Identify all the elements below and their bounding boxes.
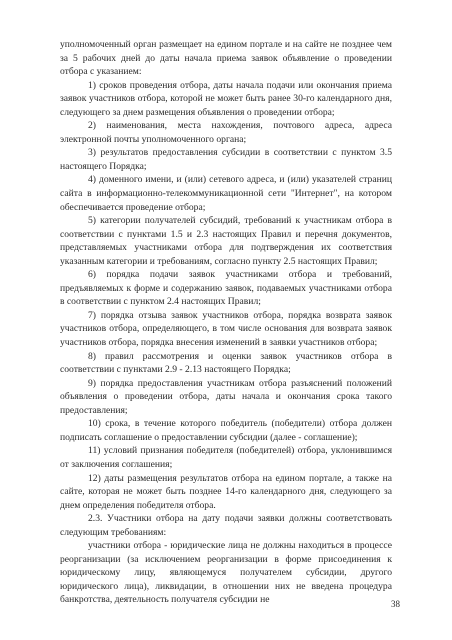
paragraph-item-2: 2) наименования, места нахождения, почтового адреса, адреса электронной почты уполномоченного органа;: [60, 120, 392, 145]
paragraph-item-12: 12) даты размещения результатов отбора на едином портале, а также на сайте, которая не может быть позднее 14-го календарного дня, следующего за днем определения победителя отбора.: [60, 472, 392, 511]
paragraph-item-4: 4) доменного имени, и (или) сетевого адреса, и (или) указателей страниц сайта в информационно-телекоммуникационной сети "Интернет", на котором обеспечивается проведение отбора;: [60, 174, 392, 213]
paragraph-continuation: уполномоченный орган размещает на едином портале и на сайте не позднее чем за 5 рабочих дней до даты начала приема заявок объявление о проведении отбора с указанием:: [60, 39, 392, 78]
paragraph-item-1: 1) сроков проведения отбора, даты начала подачи или окончания приема заявок участников отбора, которой не может быть ранее 30-го календарного дня, следующего за днем размещения объявления о проведении отбора;: [60, 79, 392, 118]
paragraph-item-9: 9) порядка предоставления участникам отбора разъяснений положений объявления о проведении отбора, даты начала и окончания срока такого предоставления;: [60, 377, 392, 416]
paragraph-item-7: 7) порядка отзыва заявок участников отбора, порядка возврата заявок участников отбора, определяющего, в том числе основания для возврата заявок участников отбора, порядка внесения изменений в заявки участников отбора;: [60, 309, 392, 349]
paragraph-item-6: 6) порядка подачи заявок участниками отбора и требований, предъявляемых к форме и содержанию заявок, подаваемых участниками отбора в соответствии с пунктом 2.4 настоящих Правил;: [60, 269, 392, 308]
paragraph-item-3: 3) результатов предоставления субсидии в соответствии с пунктом 3.5 настоящего Порядка;: [60, 147, 392, 172]
paragraph-section-2-3: 2.3. Участники отбора на дату подачи заявки должны соответствовать следующим требованиям:: [60, 513, 392, 538]
paragraph-item-11: 11) условий признания победителя (победителей) отбора, уклонившимся от заключения соглашения;: [60, 445, 392, 470]
paragraph-item-8: 8) правил рассмотрения и оценки заявок участников отбора в соответствии с пунктами 2.9 - 2.13 настоящего Порядка;: [60, 350, 392, 376]
page-number: 38: [391, 599, 400, 609]
paragraph-item-10: 10) срока, в течение которого победитель (победители) отбора должен подписать соглашение о предоставлении субсидии (далее - соглашение);: [60, 418, 392, 443]
paragraph-item-5: 5) категории получателей субсидий, требований к участникам отбора в соответствии с пунктами 1.5 и 2.3 настоящих Правил и перечня документов, представляемых участниками отбора для подтверждения их соответствия указанным категории и требованиям, согласно пункту 2.5 настоящих Правил;: [60, 215, 392, 267]
paragraph-requirements: участники отбора - юридические лица не должны находиться в процессе реорганизации (за исключением реорганизации в форме присоединения к юридическому лицу, являющемуся получателем субсидии, другого юридического лица), ликвидации, в отношении них не введена процедура банкротства, деятельность получателя субсидии не: [60, 540, 392, 606]
document-body: [60, 38, 392, 607]
